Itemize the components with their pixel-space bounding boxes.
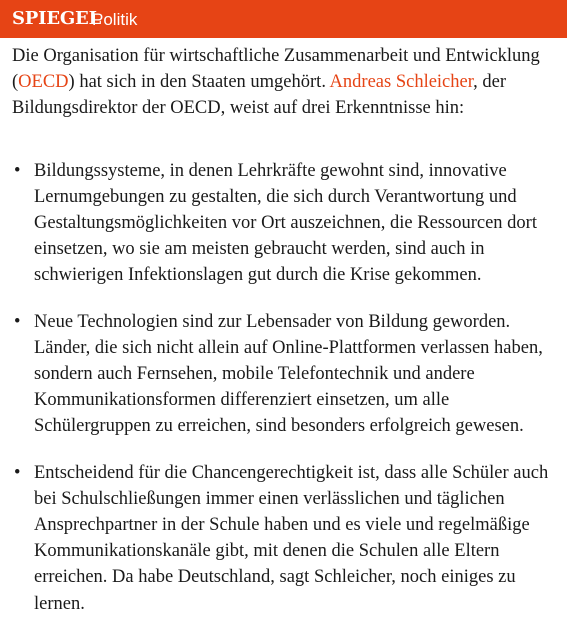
- bullet-icon: •: [14, 160, 21, 181]
- article-body: [12, 43, 560, 617]
- bullet-icon: •: [14, 462, 21, 483]
- intro-paragraph: [12, 43, 560, 122]
- intro-text-3: , der Bildungsdirektor der OECD, weist auf drei Erkenntnisse hin:: [12, 72, 507, 119]
- spiegel-logo[interactable]: SPIEGEL: [12, 8, 102, 29]
- bullet-icon: •: [14, 311, 21, 332]
- intro-text-2: ) hat sich in den Staaten umgehört.: [68, 72, 330, 93]
- oecd-link[interactable]: OECD: [18, 72, 69, 93]
- list-item-text: Bildungssysteme, in denen Lehrkräfte gewohnt sind, innovative Lernumgebungen zu gestalten, die sich durch Verantwortung und Gestaltungsmöglichkeiten vor Ort auszeichnen, die Ressourcen dort einsetzen, wo sie am meisten gebraucht werden, sind auch in schwierigen Infektionslagen gut durch die Krise gekommen.: [34, 160, 537, 286]
- list-item-text: Entscheidend für die Chancengerechtigkeit ist, dass alle Schüler auch bei Schulschließungen immer einen verlässlichen und täglichen Ansprechpartner in der Schule haben und es viele und regelmäßige Kommunikationskanäle gibt, mit denen die Schulen alle Eltern erreichen. Da habe Deutschland, sagt Schleicher, noch einiges zu lernen.: [34, 462, 549, 614]
- site-header: [0, 0, 567, 38]
- list-item: [12, 158, 560, 289]
- list-item: [12, 309, 560, 440]
- section-label-politik[interactable]: Politik: [92, 10, 138, 29]
- list-item-text: Neue Technologien sind zur Lebensader von Bildung geworden. Länder, die sich nicht allein auf Online-Plattformen verlassen haben, sondern auch Fernsehen, mobile Telefontechnik und andere Kommunikationsformen differenziert einsetzen, um alle Schülergruppen zu erreichen, sind besonders erfolgreich gewesen.: [34, 311, 543, 437]
- list-item: [12, 460, 560, 617]
- andreas-schleicher-link[interactable]: Andreas Schleicher: [329, 72, 474, 93]
- findings-list: [12, 158, 560, 617]
- intro-text-1: Die Organisation für wirtschaftliche Zusammenarbeit und Entwicklung (: [12, 46, 540, 93]
